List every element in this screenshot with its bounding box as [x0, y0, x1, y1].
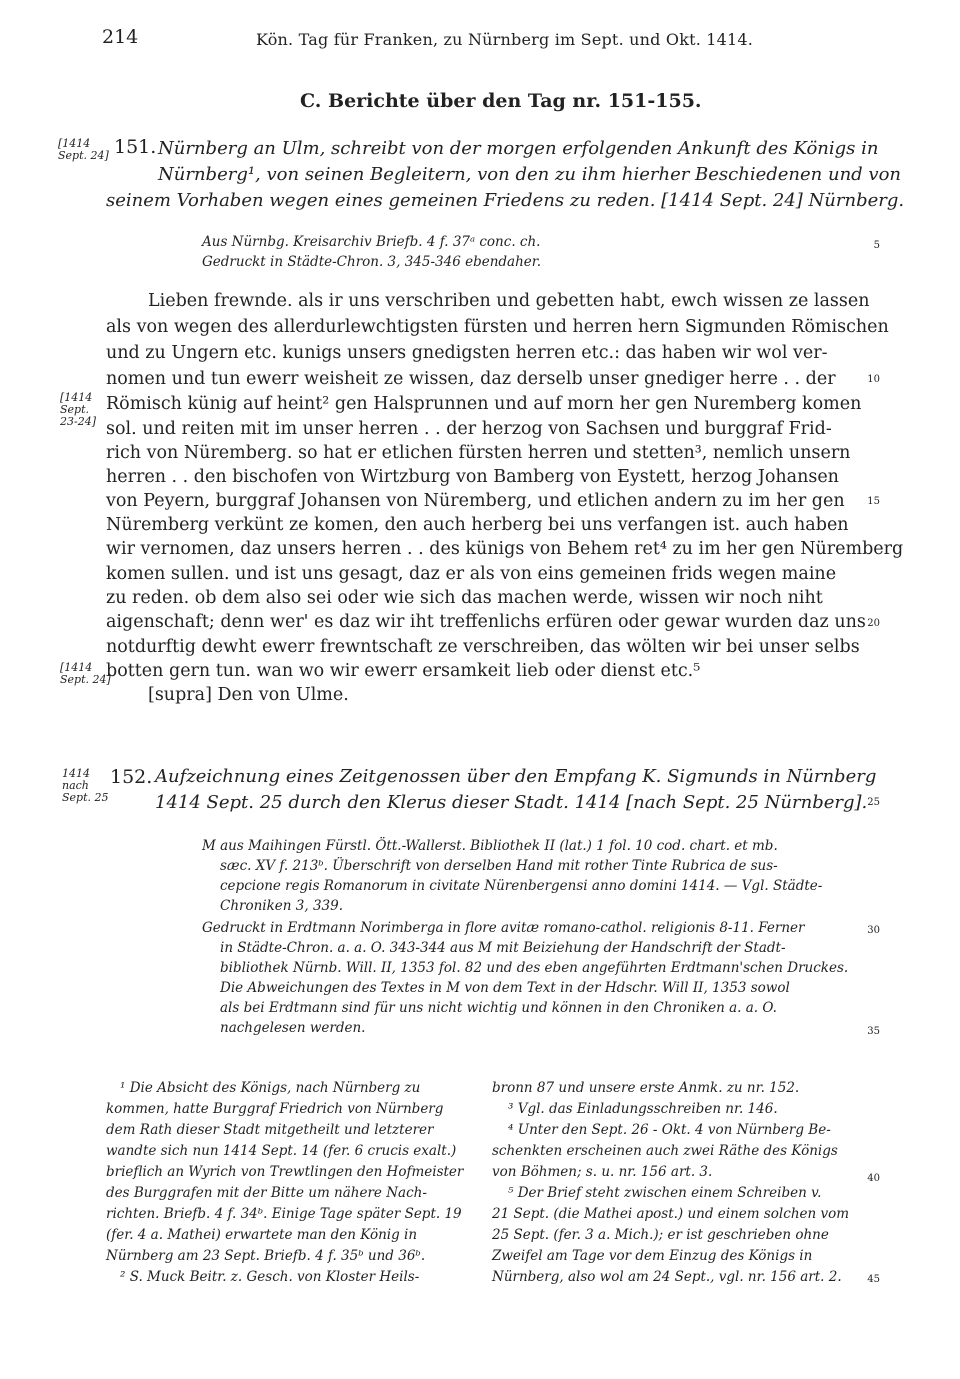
- footnote-line: dem Rath dieser Stadt mitgetheilt und letzterer: [106, 1122, 434, 1138]
- entry-151-text-line: botten gern tun. wan wo wir ewerr ersamkeit lieb oder dienst etc.⁵: [106, 661, 701, 681]
- entry-151-text-line: und zu Ungern etc. kunigs unsers gnedigsten herren etc.: das haben wir wol ver-: [106, 343, 828, 363]
- margin-date-note: [1414 Sept. 23-24]: [60, 391, 97, 428]
- entry-152-source-line: cepcione regis Romanorum in civitate Nürenbergensi anno domini 1414. — Vgl. Städte-: [220, 878, 823, 894]
- footnote-line: (fer. 4 a. Mathei) erwartete man den König in: [106, 1227, 418, 1243]
- line-number: 20: [867, 618, 880, 629]
- line-number: 30: [867, 925, 880, 936]
- footnote-line: Nürnberg am 23 Sept. Briefb. 4 f. 35ᵇ und 36ᵇ.: [106, 1248, 426, 1264]
- footnote-line: des Burggrafen mit der Bitte um nähere Nach-: [106, 1185, 427, 1201]
- footnote-line: Zweifel am Tage vor dem Einzug des Königs in: [492, 1248, 813, 1264]
- running-title: Kön. Tag für Franken, zu Nürnberg im Sept. und Okt. 1414.: [256, 30, 754, 49]
- line-number: 15: [867, 496, 880, 507]
- entry-151-text-line: von Peyern, burggraf Johansen von Nüremberg, und etlichen andern zu im her gen: [106, 491, 845, 511]
- footnote-line: ² S. Muck Beitr. z. Gesch. von Kloster Heils-: [120, 1269, 420, 1285]
- entry-151-text-line: als von wegen des allerdurlewchtigsten fürsten und herren hern Sigmunden Römischen: [106, 317, 889, 337]
- footnote-line: ³ Vgl. das Einladungsschreiben nr. 146.: [508, 1101, 778, 1117]
- entry-152-source-line: in Städte-Chron. a. a. O. 343-344 aus M mit Beiziehung der Handschrift der Stadt-: [220, 940, 786, 956]
- entry-151-margin-date: [1414 Sept. 24]: [58, 137, 109, 162]
- footnote-line: von Böhmen; s. u. nr. 156 art. 3.: [492, 1164, 713, 1180]
- line-number: 10: [867, 374, 880, 385]
- footnote-line: ⁴ Unter den Sept. 26 - Okt. 4 von Nürnberg Be-: [508, 1122, 831, 1138]
- entry-151-text-line: herren . . den bischofen von Wirtzburg von Bamberg von Eystett, herzog Johansen: [106, 467, 839, 487]
- line-number: 40: [867, 1173, 880, 1184]
- entry-151-text-line: Lieben frewnde. als ir uns verschriben und gebetten habt, ewch wissen ze lassen: [148, 291, 870, 311]
- entry-151-text-line: notdurftig dewht ewerr frewntschaft ze verschreiben, das wölten wir bei unser selbs: [106, 637, 860, 657]
- line-number: 35: [867, 1026, 880, 1037]
- entry-151-text-line: nomen und tun ewerr weisheit ze wissen, daz derselb unser gnediger herre . . der: [106, 369, 836, 389]
- entry-152-source-line: sæc. XV f. 213ᵇ. Überschrift von derselben Hand mit rother Tinte Rubrica de sus-: [220, 858, 778, 874]
- entry-151-heading-line: seinem Vorhaben wegen eines gemeinen Friedens zu reden. [1414 Sept. 24] Nürnberg.: [106, 190, 905, 211]
- footnote-line: bronn 87 und unsere erste Anmk. zu nr. 152.: [492, 1080, 800, 1096]
- entry-151-text-line: Römisch künig auf heint² gen Halsprunnen und auf morn her gen Nuremberg komen: [106, 394, 862, 414]
- footnote-line: wandte sich nun 1414 Sept. 14 (fer. 6 crucis exalt.): [106, 1143, 457, 1159]
- footnote-line: kommen, hatte Burggraf Friedrich von Nürnberg: [106, 1101, 444, 1117]
- entry-151-heading-line: Nürnberg an Ulm, schreibt von der morgen erfolgenden Ankunft des Königs in: [158, 138, 879, 159]
- entry-151-source-line: Gedruckt in Städte-Chron. 3, 345-346 ebendaher.: [202, 254, 542, 270]
- entry-152-source-line: M aus Maihingen Fürstl. Ött.-Wallerst. Bibliothek II (lat.) 1 fol. 10 cod. chart. et mb.: [202, 838, 778, 854]
- line-number: 45: [867, 1274, 880, 1285]
- entry-151-number: 151.: [114, 136, 157, 158]
- entry-152-source-line: bibliothek Nürnb. Will. II, 1353 fol. 82 und des eben angeführten Erdtmann'schen Druckes.: [220, 960, 849, 976]
- entry-151-text-line: sol. und reiten mit im unser herren . . der herzog von Sachsen und burggraf Frid-: [106, 419, 832, 439]
- footnote-line: 21 Sept. (die Mathei apost.) und einem solchen vom: [492, 1206, 850, 1222]
- footnote-line: brieflich an Wyrich von Trewtlingen den Hofmeister: [106, 1164, 464, 1180]
- line-number: 5: [873, 240, 880, 251]
- entry-152-source-line: als bei Erdtmann sind für uns nicht wichtig und können in den Chroniken a. a. O.: [220, 1000, 777, 1016]
- margin-date-note: [1414 Sept. 24]: [60, 661, 111, 686]
- entry-152-heading-line: 1414 Sept. 25 durch den Klerus dieser Stadt. 1414 [nach Sept. 25 Nürnberg].: [155, 792, 868, 813]
- entry-152-source-line: Chroniken 3, 339.: [220, 898, 344, 914]
- entry-152-heading-line: Aufzeichnung eines Zeitgenossen über den Empfang K. Sigmunds in Nürnberg: [155, 766, 877, 787]
- footnote-line: schenkten erscheinen auch zwei Räthe des Königs: [492, 1143, 838, 1159]
- entry-152-margin-date: 1414 nach Sept. 25: [62, 767, 109, 804]
- entry-151-text-line: Nüremberg verkünt ze komen, den auch herberg bei uns verfangen ist. auch haben: [106, 515, 849, 535]
- footnote-line: Nürnberg, also wol am 24 Sept., vgl. nr. 156 art. 2.: [492, 1269, 842, 1285]
- entry-152-source-line: nachgelesen werden.: [220, 1020, 366, 1036]
- entry-152-source-line: Gedruckt in Erdtmann Norimberga in flore avitæ romano-cathol. religionis 8-11. Ferner: [202, 920, 805, 936]
- entry-151-signature: [supra] Den von Ulme.: [148, 685, 349, 705]
- entry-151-text-line: rich von Nüremberg. so hat er etlichen fürsten herren und stetten³, nemlich unsern: [106, 443, 851, 463]
- entry-152-source-line: Die Abweichungen des Textes in M von dem Text in der Hdschr. Will II, 1353 sowol: [220, 980, 790, 996]
- page-number: 214: [102, 26, 139, 48]
- entry-151-text-line: komen sullen. und ist uns gesagt, daz er als von eins gemeinen frids wegen maine: [106, 564, 837, 584]
- entry-152-number: 152.: [110, 766, 153, 788]
- footnote-line: 25 Sept. (fer. 3 a. Mich.); er ist geschrieben ohne: [492, 1227, 829, 1243]
- footnote-line: richten. Briefb. 4 f. 34ᵇ. Einige Tage später Sept. 19: [106, 1206, 462, 1222]
- section-heading: C. Berichte über den Tag nr. 151-155.: [300, 90, 702, 112]
- line-number: 25: [867, 797, 880, 808]
- footnote-line: ⁵ Der Brief steht zwischen einem Schreiben v.: [508, 1185, 822, 1201]
- entry-151-text-line: aigenschaft; denn wer' es daz wir iht treffenlichs erfüren oder gewar wurden daz uns: [106, 612, 866, 632]
- entry-151-text-line: wir vernomen, daz unsers herren . . des künigs von Behem ret⁴ zu im her gen Nüremberg: [106, 539, 904, 559]
- entry-151-source-line: Aus Nürnbg. Kreisarchiv Briefb. 4 f. 37ᵃ conc. ch.: [202, 234, 541, 250]
- footnote-line: ¹ Die Absicht des Königs, nach Nürnberg zu: [120, 1080, 421, 1096]
- entry-151-heading-line: Nürnberg¹, von seinen Begleitern, von den zu ihm hierher Beschiedenen und von: [158, 164, 902, 185]
- entry-151-text-line: zu reden. ob dem also sei oder wie sich das machen werde, wissen wir noch niht: [106, 588, 823, 608]
